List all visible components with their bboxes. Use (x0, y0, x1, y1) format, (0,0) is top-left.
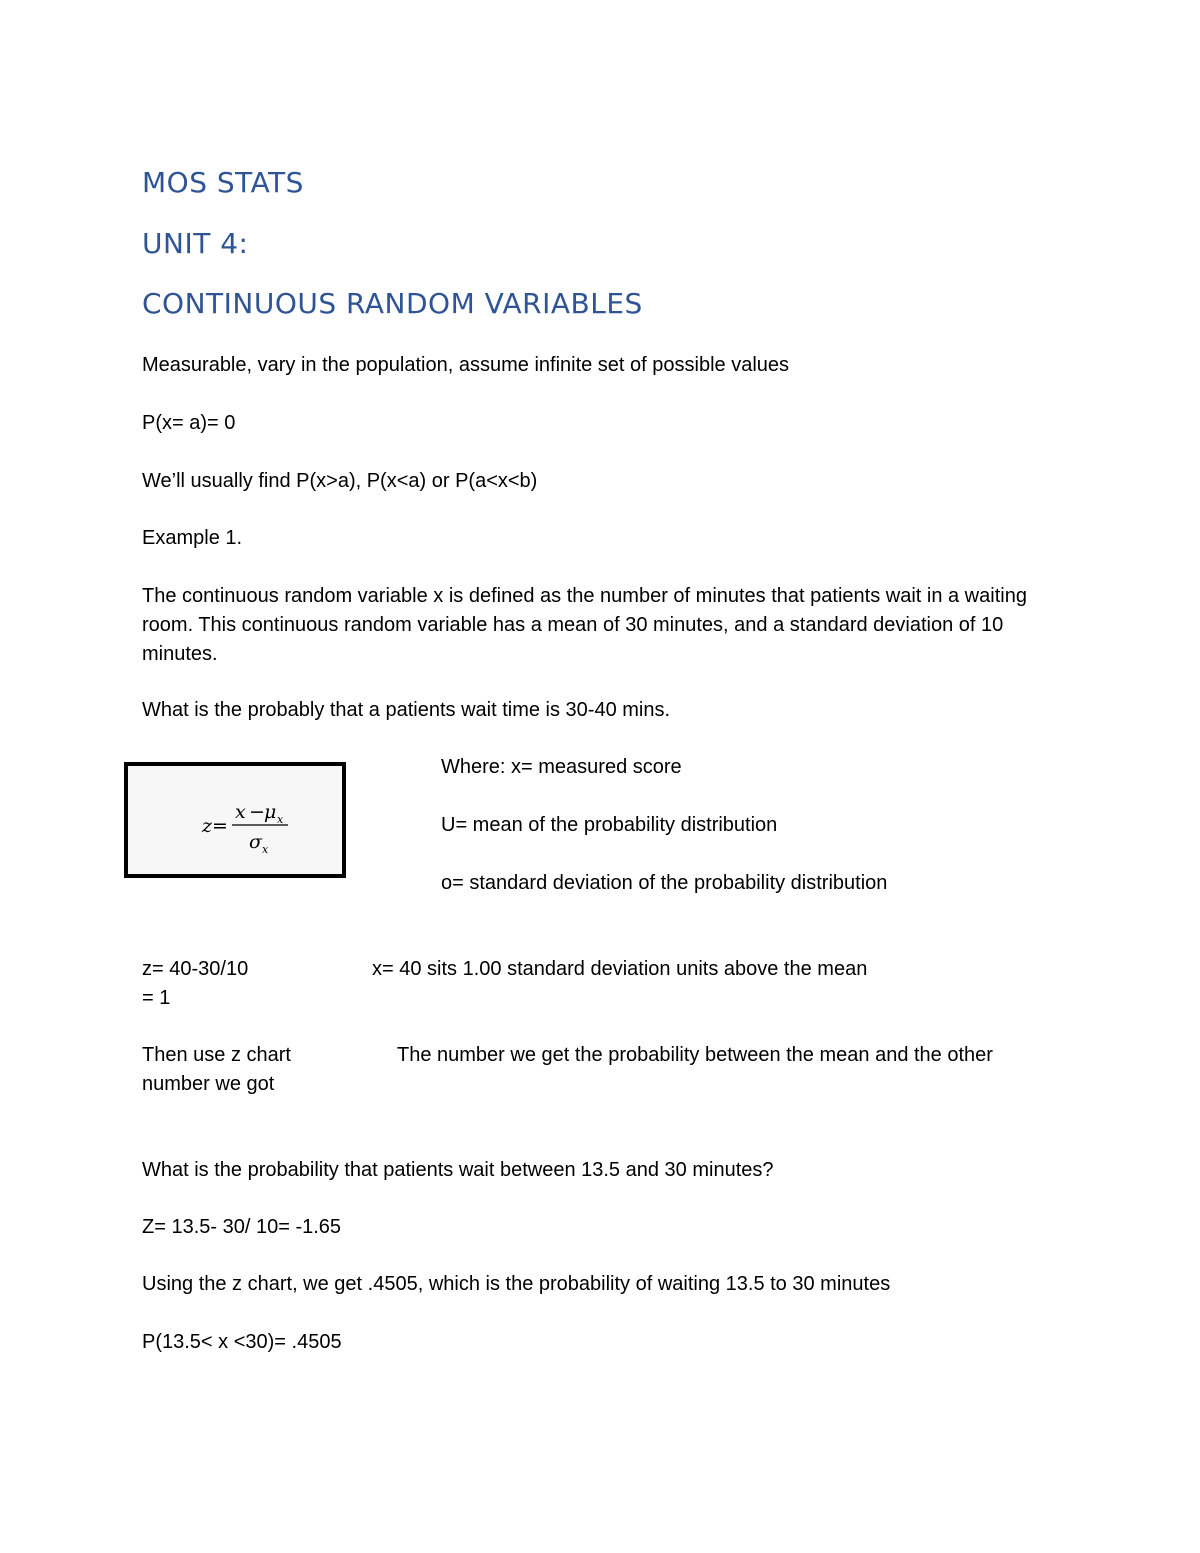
question-two: What is the probability that patients wait between 13.5 and 30 minutes? (142, 1159, 774, 1181)
topic-heading: CONTINUOUS RANDOM VARIABLES (142, 287, 643, 320)
z-calc-note: x= 40 sits 1.00 standard deviation units above the mean (372, 958, 868, 980)
z-calc-line-1: z= 40-30/10 (142, 958, 249, 980)
definition-text: Measurable, vary in the population, assume infinite set of possible values (142, 354, 790, 376)
z-formula (128, 766, 342, 874)
result-text: P(13.5< x <30)= .4505 (142, 1331, 342, 1353)
question-one: What is the probably that a patients wait time is 30-40 mins. (142, 699, 671, 721)
where-line-2: U= mean of the probability distribution (441, 814, 778, 836)
example-paragraph: The continuous random variable x is defined as the number of minutes that patients wait in a waiting room. This continuous random variable has a mean of 30 minutes, and a standard deviation of 10 minutes. (142, 585, 1027, 665)
formula-denominator-sigma: σ (249, 831, 262, 853)
where-line-3: o= standard deviation of the probability distribution (441, 872, 888, 894)
then-use-line-2: number we got (142, 1073, 275, 1095)
formula-numerator-sub: x (277, 813, 284, 826)
doc-title: MOS STATS (142, 166, 304, 199)
then-use-note: The number we get the probability between the mean and the other (397, 1044, 993, 1066)
unit-heading: UNIT 4: (142, 227, 249, 260)
formula-denominator-sub: x (262, 843, 269, 856)
using-chart-text: Using the z chart, we get .4505, which is the probability of waiting 13.5 to 30 minutes (142, 1273, 891, 1295)
then-use-line-1: Then use z chart (142, 1044, 291, 1066)
z-calc-two: Z= 13.5- 30/ 10= -1.65 (142, 1216, 342, 1238)
formula-numerator-mu: μ (264, 801, 277, 823)
formula-lhs: z= (202, 815, 228, 837)
probability-point-text: P(x= a)= 0 (142, 412, 236, 434)
z-calc-line-2: = 1 (142, 987, 171, 1009)
formula-numerator-minus: − (249, 801, 265, 823)
example-label: Example 1. (142, 527, 243, 549)
where-line-1: Where: x= measured score (441, 756, 682, 778)
usually-find-text: We’ll usually find P(x>a), P(x<a) or P(a<x<b) (142, 470, 538, 492)
formula-numerator-x: x (235, 801, 246, 823)
z-formula-box (124, 762, 346, 878)
